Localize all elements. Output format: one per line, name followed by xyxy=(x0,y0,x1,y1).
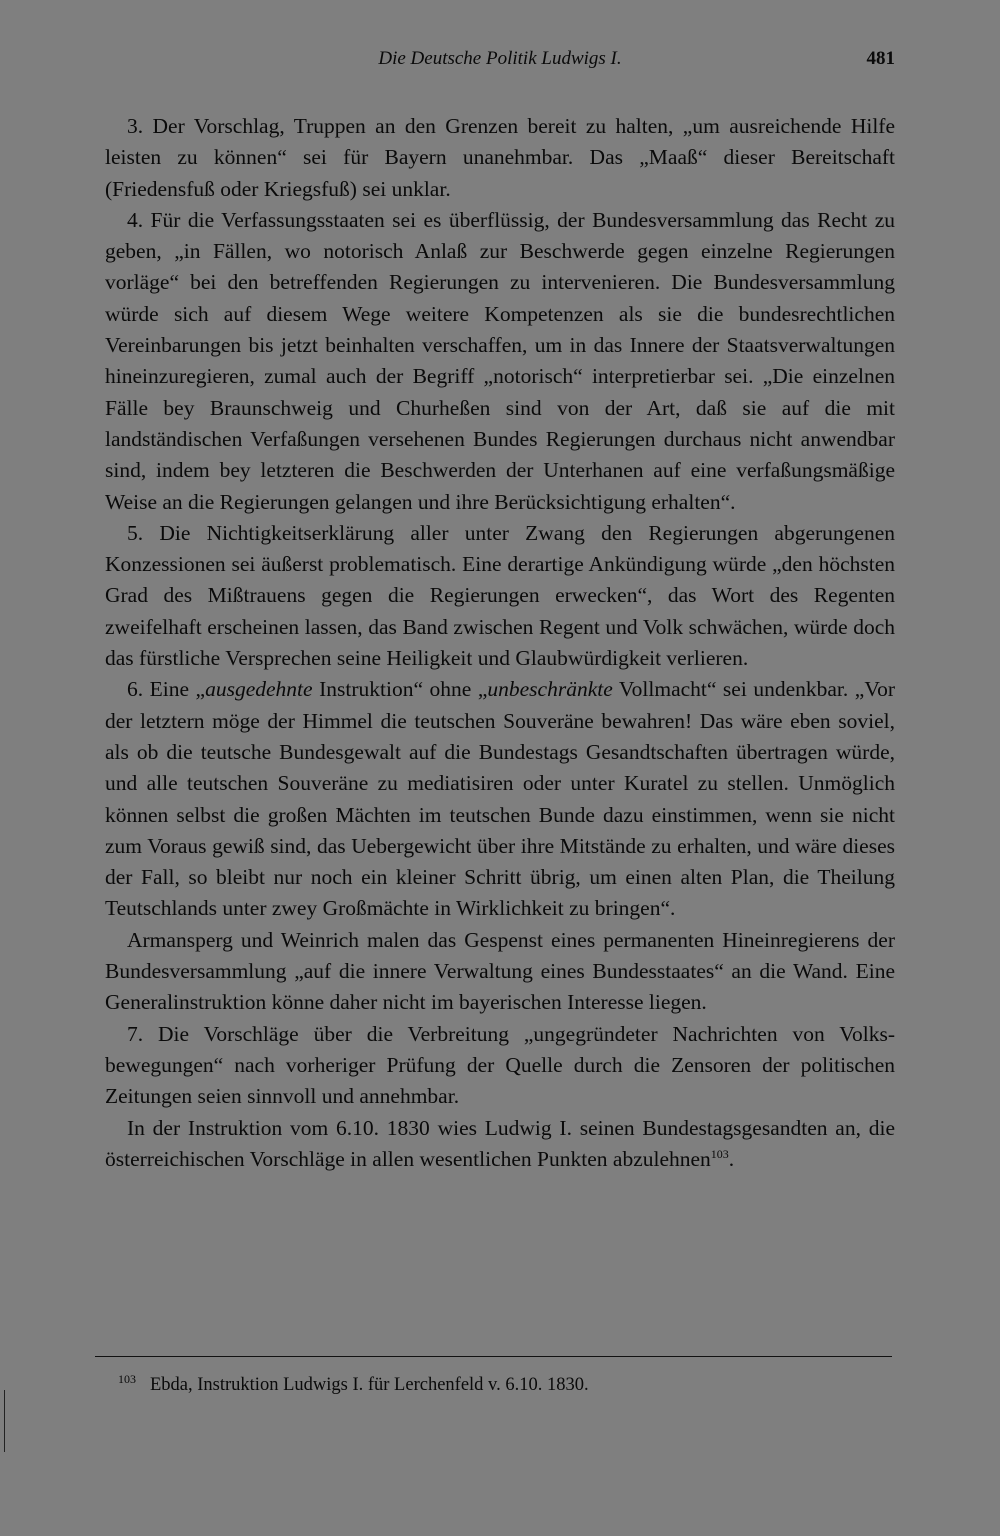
footnote-divider xyxy=(95,1356,892,1357)
footnote xyxy=(118,1372,888,1398)
paragraph-text: Armansperg und Weinrich malen das Gespenst eines permanenten Hineinregierens der Bundesversammlung „auf die innere Verwaltung eines Bundesstaates“ an die Wand. Eine Generalinstruktion könne daher nicht im bayerischen Interesse liegen. xyxy=(105,927,895,1015)
page-number: 481 xyxy=(866,48,895,69)
paragraph-p6 xyxy=(105,674,895,924)
paragraph-p5 xyxy=(105,518,895,674)
paragraph-p6b xyxy=(105,925,895,1019)
paragraph-p8 xyxy=(105,1113,895,1176)
paragraph-text: 6. Eine „ xyxy=(127,677,206,702)
paragraph-p4 xyxy=(105,205,895,518)
paragraph-text: . xyxy=(728,1146,735,1171)
paragraph-text: In der Instruktion vom 6.10. 1830 wies Ludwig I. seinen Bundestagsgesandten an, die österreichischen Vorschläge in allen wesentlichen Punkten abzulehnen xyxy=(105,1115,895,1171)
running-title: Die Deutsche Politik Ludwigs I. xyxy=(378,48,622,69)
paragraph-text: 5. Die Nichtigkeitserklärung aller unter Zwang den Regierungen abgerungenen Konzessionen sei äußerst problematisch. Eine derartige Ankündigung würde „den höchsten Grad des Mißtrauens gegen die Regierungen erwecken“, das Wort des Regenten zweifelhaft erscheinen lassen, das Band zwischen Regent und Volk schwächen, würde doch das fürstliche Versprechen seine Heiligkeit und Glaubwürdigkeit verlieren. xyxy=(105,520,895,671)
paragraph-text: Instruktion“ ohne „ xyxy=(312,677,488,702)
running-header xyxy=(105,44,895,78)
footnote-reference: 103 xyxy=(710,1146,729,1161)
footnote-number: 103 xyxy=(118,1371,136,1386)
footnote-text: Ebda, Instruktion Ludwigs I. für Lerchenfeld v. 6.10. 1830. xyxy=(150,1375,589,1395)
paragraph-p3 xyxy=(105,111,895,205)
paragraph-text: 3. Der Vorschlag, Truppen an den Grenzen bereit zu halten, „um ausreichende Hilfe leisten zu können“ sei für Bayern unanehmbar. Das „Maaß“ dieser Bereitschaft (Friedensfuß oder Kriegsfuß) sei unklar. xyxy=(105,114,895,201)
body-text xyxy=(105,111,895,1175)
scan-edge-mark xyxy=(4,1390,5,1452)
paragraph-p7 xyxy=(105,1019,895,1113)
paragraph-text: 7. Die Vorschläge über die Verbreitung „ungegründeter Nachrichten von Volksbewegungen“ nach vorheriger Prüfung der Quelle durch die Zensoren der politischen Zeitungen seien sinnvoll und annehmbar. xyxy=(105,1021,895,1109)
paragraph-text: 4. Für die Verfassungsstaaten sei es überflüssig, der Bundesversammlung das Recht zu geben, „in Fällen, wo notorisch Anlaß zur Beschwerde gegen einzelne Regierungen vorläge“ bei den betreffenden Regierungen zu intervenieren. Die Bundesversammlung würde sich auf diesem Wege weitere Kompetenzen als sie die bundesrechtlichen Vereinbarungen bis jetzt beinhalten verschaffen, um in das Innere der Staatsverwaltungen hineinzuregieren, zumal auch der Begriff „notorisch“ interpretierbar sei. „Die einzelnen Fälle bey Braunschweig und Churheßen sind von der Art, daß sie auf die mit landständischen Verfaßungen versehenen Bundes Regierungen durchaus nicht anwendbar sind, indem bey letzteren die Beschwerden der Unterhanen auf eine verfaßungsmäßige Weise an die Regierungen gelangen und ihre Berücksichtigung erhalten“. xyxy=(105,207,895,514)
emphasis-text: ausgedehnte xyxy=(205,677,313,702)
paragraph-text: Vollmacht“ sei undenkbar. „Vor der letztern möge der Himmel die teutschen Souveräne bewahren! Das wäre eben soviel, als ob die teutsche Bundesgewalt auf die Bundestags Gesandtschaften übertragen würde, und alle teutschen Souveräne zu mediatisiren oder unter Kuratel zu stellen. Unmöglich können selbst die großen Mächten im teutschen Bunde dazu einstimmen, wenn sie nicht zum Voraus gewiß sind, das Uebergewicht über ihre Mitstände zu erhalten, und wäre dieses der Fall, so bleibt nur noch ein kleiner Schritt übrig, um einen alten Plan, die Theilung Teutschlands unter zwey Großmächte in Wirklichkeit zu bringen“. xyxy=(105,677,895,921)
emphasis-text: unbeschränkte xyxy=(487,677,613,702)
